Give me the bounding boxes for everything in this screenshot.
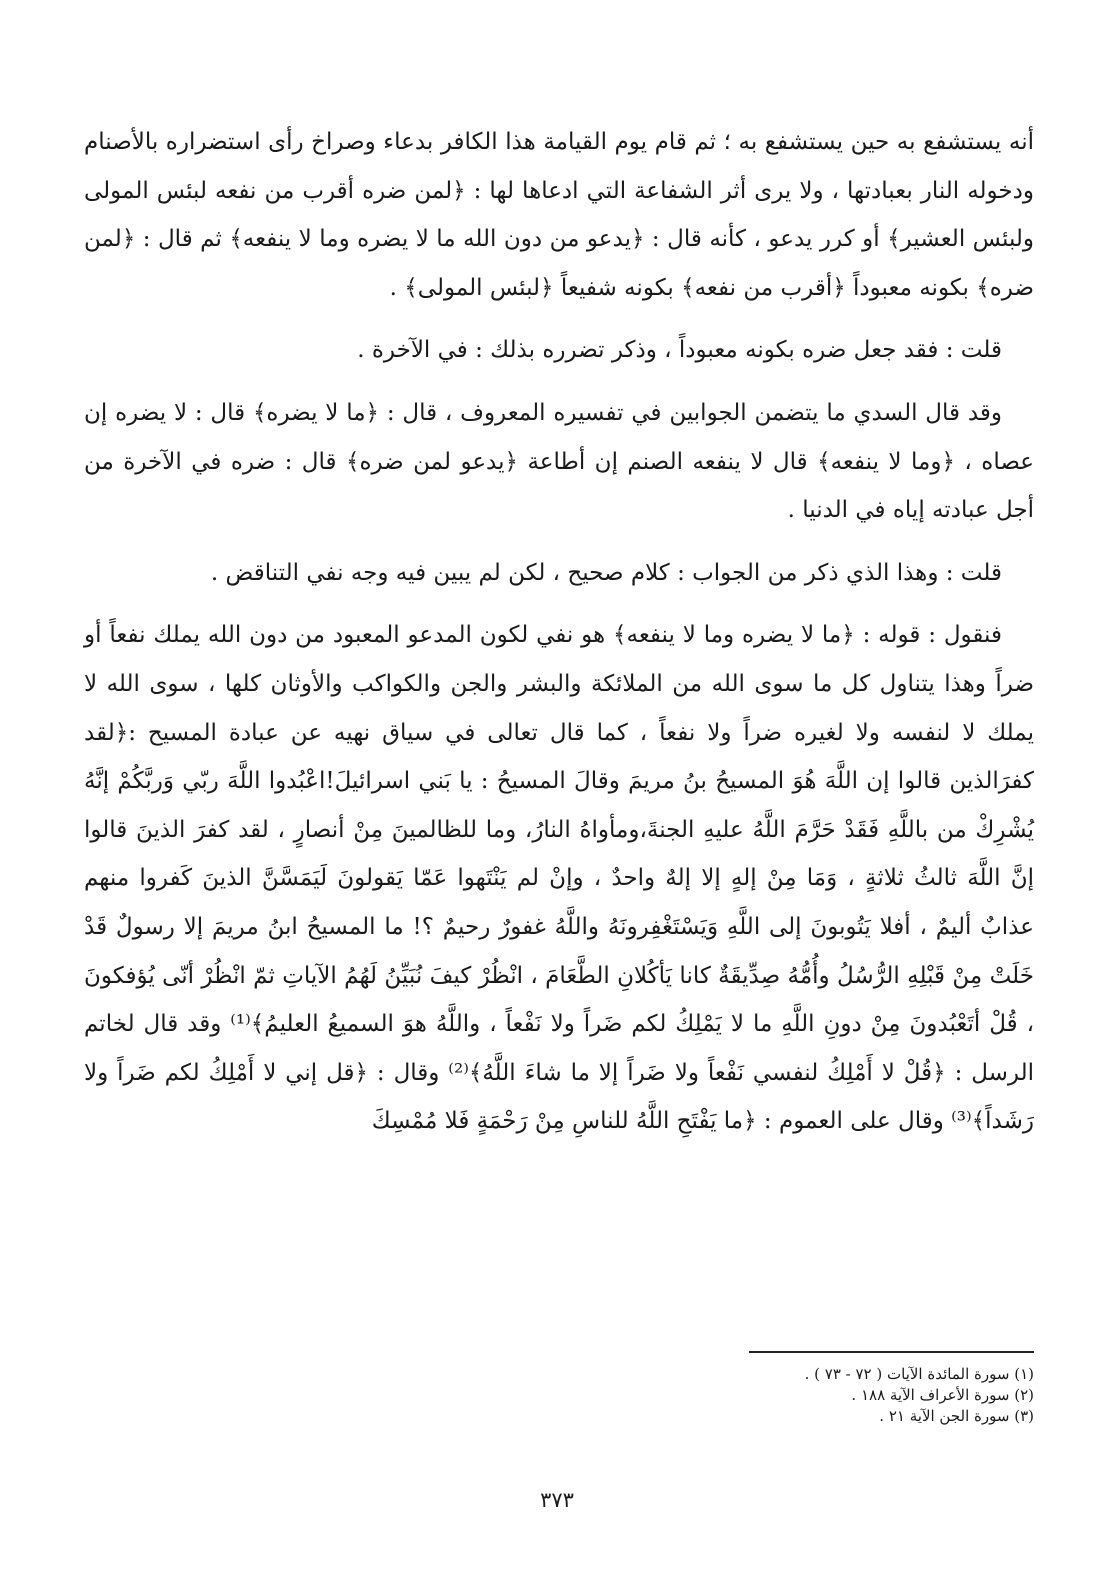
page-number: ٣٧٣	[540, 1488, 574, 1512]
paragraph-4: قلت : وهذا الذي ذكر من الجواب : كلام صحيح ، لكن لم يبين فيه وجه نفي التناقض .	[210, 559, 1002, 586]
footnote-3: (٣) سورة الجن الآية ٢١ .	[879, 1407, 1034, 1425]
paragraph-1: أنه يستشفع به حين يستشفع به ؛ ثم قام يوم القيامة هذا الكافر بدعاء وصراخ رأى استضراره بالأصنام ودخوله النار بعبادتها ، ولا يرى أثر الشفاعة التي ادعاها لها : ﴿لمن ضره أقرب من نفعه لبئس المولى ولبئس العشير﴾ أو كرر يدعو ، كأنه قال : ﴿يدعو من دون الله ما لا يضره وما لا ينفعه﴾ ثم قال : ﴿لمن ضره﴾ بكونه معبوداً ﴿أقرب من نفعه﴾ بكونه شفيعاً ﴿لبئس المولى﴾ .	[84, 129, 1034, 301]
main-text	[84, 118, 1034, 1146]
footnote-divider	[749, 1351, 1034, 1353]
paragraph-3: وقد قال السدي ما يتضمن الجوابين في تفسيره المعروف ، قال : ﴿ما لا يضره﴾ قال : لا يضره إن عصاه ، ﴿وما لا ينفعه﴾ قال لا ينفعه الصنم إن أطاعة ﴿يدعو لمن ضره﴾ قال : ضره في الآخرة من أجل عبادته إياه في الدنيا .	[84, 399, 1034, 524]
footnote-1: (١) سورة المائدة الآيات ( ٧٢ - ٧٣ ) .	[804, 1365, 1034, 1383]
footnote-2: (٢) سورة الأعراف الآية ١٨٨ .	[851, 1386, 1034, 1404]
footnotes	[634, 1364, 1034, 1427]
paragraph-5: فنقول : قوله : ﴿ما لا يضره وما لا ينفعه﴾ هو نفي لكون المدعو المعبود من دون الله يملك نفعاً أو ضراً وهذا يتناول كل ما سوى الله من الملائكة والبشر والجن والكواكب والأوثان كلها ، سوى الله لا يملك لا لنفسه ولا لغيره ضراً ولا نفعاً ، كما قال تعالى في سياق نهيه عن عبادة المسيح :﴿لقد كفرَالذين قالوا إن اللَّهَ هُوَ المسيحُ بنُ مريمَ وقالَ المسيحُ : يا بَني اسرائيلَ!اعْبُدوا اللَّهَ ربّي وَربَّكُمْ إنَّهُ يُشْرِكْ من باللَّهِ فَقَدْ حَرَّمَ اللَّهُ عليهِ الجنةَ،ومأواهُ النارُ، وما للظالمينَ مِنْ أنصارٍ ، لقد كفرَ الذينَ قالوا إنَّ اللَّهَ ثالثُ ثلاثةٍ ، وَمَا مِنْ إلهٍ إلا إلهٌ واحدٌ ، وإنْ لم يَنْتَهوا عَمّا يَقولونَ لَيَمَسَّنَّ الذينَ كَفروا منهم عذابٌ أليمٌ ، أفلا يَتُوبونَ إلى اللَّهِ وَيَسْتَغْفِرونَهُ واللَّهُ غفورٌ رحيمٌ ؟! ما المسيحُ ابنُ مريمَ إلا رسولٌ قَدْ خَلَتْ مِنْ قَبْلِهِ الرُّسُلُ وأُمُّهُ صِدِّيقَةٌ كانا يَأكُلانِ الطَّعَامَ ، انْظُرْ كيفَ نُبَيِّنُ لَهُمُ الآياتِ ثمّ انْظُرْ أنّى يُؤفكونَ ، قُلْ أتَعْبُدونَ مِنْ دونِ اللَّهِ ما لا يَمْلِكُ لكم ضَراً ولا نَفْعاً ، واللَّهُ هوَ السميعُ العليمُ﴾⁽¹⁾ وقد قال لخاتم الرسل : ﴿قُلْ لا أَمْلِكُ لنفسي نَفْعاً ولا ضَراً إلا ما شاءَ اللَّهُ﴾⁽²⁾ وقال : ﴿قل إني لا أَمْلِكُ لكم ضَراً ولا رَشَداً﴾⁽³⁾ وقال على العموم : ﴿ما يَفْتَحِ اللَّهُ للناسِ مِنْ رَحْمَةٍ فَلا مُمْسِكَ	[84, 622, 1035, 1135]
paragraph-2: قلت : فقد جعل ضره بكونه معبوداً ، وذكر تضرره بذلك : في الآخرة .	[357, 337, 1002, 364]
